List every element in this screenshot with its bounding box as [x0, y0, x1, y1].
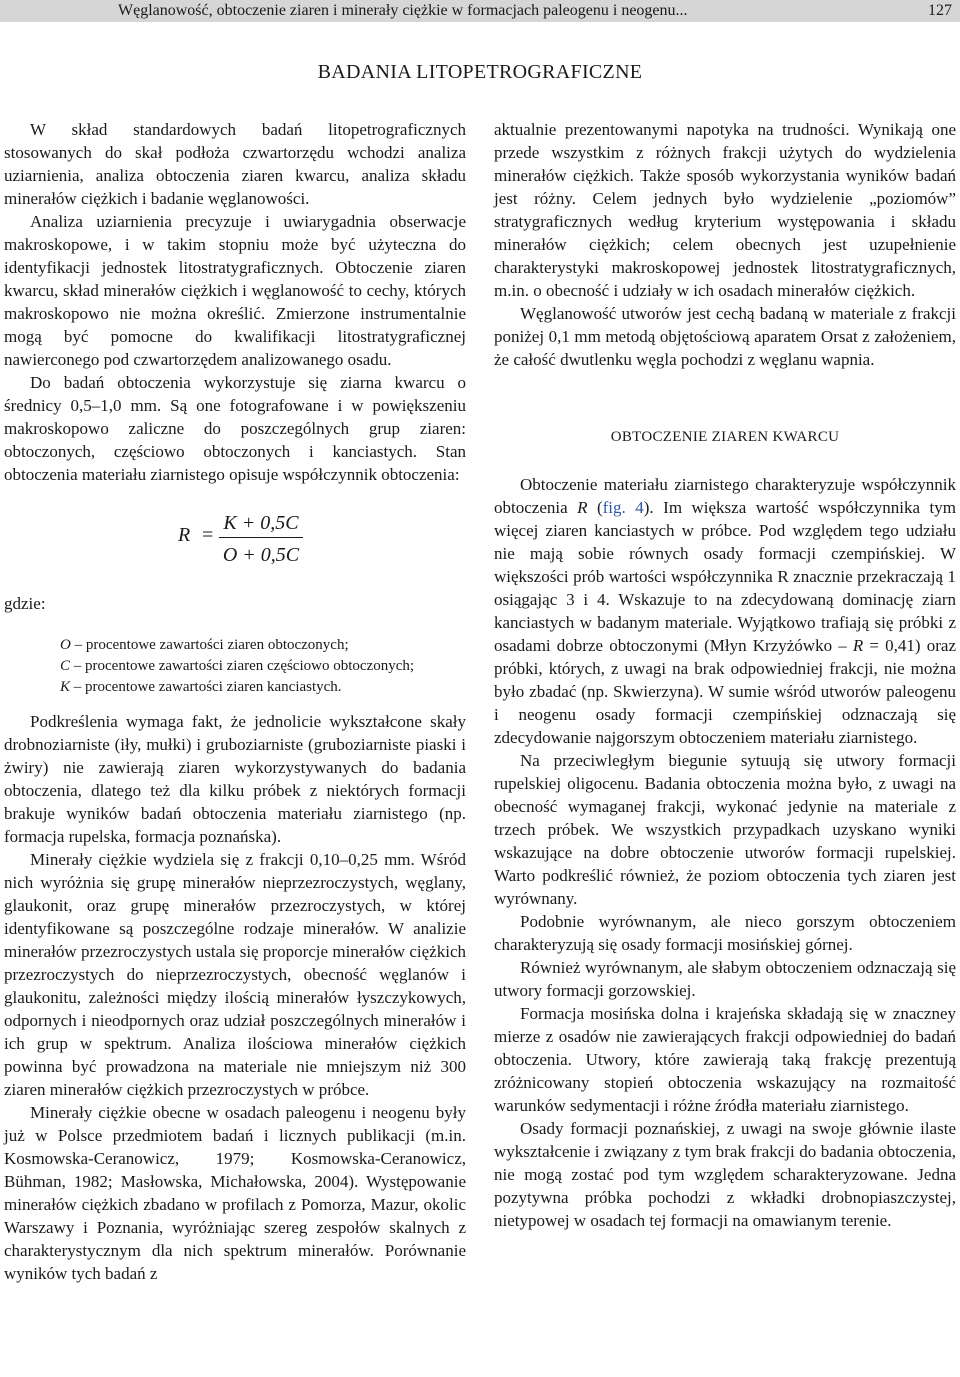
- paragraph: [494, 473, 956, 749]
- legend-symbol: C: [60, 658, 71, 674]
- paragraph: Podobnie wyrównanym, ale nieco gorszym obtoczeniem charakteryzują się osady formacji mosińskiej górnej.: [494, 912, 956, 954]
- subsection-title: OBTOCZENIE ZIAREN KWARCU: [610, 429, 840, 445]
- left-column: [4, 118, 466, 1285]
- text-run: (: [587, 498, 603, 517]
- text-run: Obtoczenie materiału ziarnistego charakteryzuje współczynnik obtoczenia: [494, 475, 956, 517]
- formula-denominator: O + 0,5C: [222, 544, 300, 566]
- legend-item: [60, 677, 466, 698]
- page-number: 127: [928, 2, 952, 19]
- running-title: Węglanowość, obtoczenie ziaren i minerały ciężkie w formacjach paleogenu i neogenu...: [118, 2, 688, 19]
- running-header: [0, 0, 960, 22]
- legend-text: – procentowe zawartości ziaren kanciastych.: [70, 679, 342, 695]
- section-title: BADANIA LITOPETROGRAFICZNE: [317, 61, 643, 83]
- formula-equals: =: [202, 524, 214, 546]
- where-label: gdzie:: [4, 594, 46, 613]
- paragraph: Do badań obtoczenia wykorzystuje się ziarna kwarcu o średnicy 0,5–1,0 mm. Są one fotografowane i w powiększeniu makroskopowo zaliczne do poszczególnych grup ziaren: obtoczonych, częściowo obtoczonych i kanciastych. Stan obtoczenia materiału ziarnistego opisuje współczynnik obtoczenia:: [4, 373, 466, 484]
- paragraph: Analiza uziarnienia precyzuje i uwiarygadnia obserwacje makroskopowe, i w takim stopniu może być użyteczna do identyfikacji jednostek litostratygraficznych. Obtoczenie ziaren kwarcu, skład minerałów ciężkich i węglanowość to cechy, których makroskopowo nie można określić. Zmierzone instrumentalnie mogą być pomocne do kwalifikacji litostratygraficznej nawierconego pod czwartorzędem analizowanego osadu.: [4, 212, 466, 369]
- roundness-formula: [4, 488, 466, 580]
- paragraph: Węglanowość utworów jest cechą badaną w materiale z frakcji poniżej 0,1 mm metodą objętościową aparatem Orsat z założeniem, że całość dwutlenku węgla pochodzi z węglanu wapnia.: [494, 304, 956, 369]
- text-run: ). Im większa wartość współczynnika tym więcej ziaren kanciastych w próbce. Pod względem tego udziału nie mają sobie równych osady formacji czempińskiej. W większości prób wartości współczynnika R znacznie przekraczają 1 osiągając 3 i 4. Wskazuje to na zdecydowaną dominację ziarn kanciastych w badanym materiale. Wyjątkowo trafiają się próbki z osadami dobrze obtoczonymi (Młyn Krzyżówko –: [494, 498, 956, 655]
- paragraph: W skład standardowych badań litopetrograficznych stosowanych do skał podłoża czwartorzędu wchodzi analiza uziarnienia, analiza obtoczenia ziaren kwarcu, analiza składu minerałów ciężkich i badanie węglanowości.: [4, 120, 466, 208]
- formula-lhs: R: [178, 524, 191, 546]
- paragraph: Osady formacji poznańskiej, z uwagi na swoje głównie ilaste wykształcenie i związany z tym brak frakcji do badania obtoczenia, nie mogą zostać pod tym względem scharakteryzowane. Jedna pozytywna próbka pochodzi z wkładki drobnopiaszczystej, nietypowej w osadach tej formacji na omawianym terenie.: [494, 1119, 956, 1230]
- legend-item: [60, 656, 466, 677]
- formula-numerator: K + 0,5C: [223, 512, 299, 534]
- legend-text: – procentowe zawartości ziaren częściowo obtoczonych;: [70, 658, 415, 674]
- formula-legend: [60, 635, 466, 698]
- fraction-bar: [219, 537, 303, 538]
- paragraph: Również wyrównanym, ale słabym obtoczeniem odznaczają się utwory formacji gorzowskiej.: [494, 958, 956, 1000]
- paragraph: Minerały ciężkie wydziela się z frakcji 0,10–0,25 mm. Wśród nich wyróżnia się grupę minerałów nieprzezroczystych, węglany, glaukonit, oraz grupę minerałów przezroczystych, w której identyfikowane są poszczególne rodzaje minerałów. W analizie minerałów przezroczystych ustala się proporcje minerałów ciężkich przezroczystych do nieprzezroczystych, obecność węglanów i glaukonitu, zależności między ilością minerałów łyszczykowych, odpornych i nieodpornych oraz udział poszczególnych minerałów i ich grup w spektrum. Analiza ilościowa minerałów ciężkich powinna być prowadzona na materiale nie mniejszym niż 300 ziaren minerałów ciężkich przezroczystych w próbce.: [4, 850, 466, 1099]
- paragraph: Minerały ciężkie obecne w osadach paleogenu i neogenu były już w Polsce przedmiotem badań i licznych publikacji (m.in. Kosmowska-Ceranowicz, 1979; Kosmowska-Ceranowicz, Bühman, 1982; Masłowska, Michałowska, 2004). Występowanie minerałów ciężkich zbadano w profilach z Pomorza, Mazur, okolic Warszawy i Poznania, wyróżniając szereg zespołów skalnych z charakterystycznym dla nich spektrum minerałów. Porównanie wyników tych badań z: [4, 1103, 466, 1283]
- legend-symbol: K: [60, 679, 71, 695]
- paragraph: aktualnie prezentowanymi napotyka na trudności. Wynikają one przede wszystkim z różnych frakcji użytych do wydzielenia minerałów ciężkich. Także sposób wykorzystania wyników badań jest różny. Celem jednych było wydzielenie „poziomów” stratygraficznych według kryterium występowania i składu minerałów ciężkich; celem obecnych jest uzupełnienie charakterystyki makroskopowej jednostek litostratygraficznych, m.in. o obecność i udziały w ich osadach minerałów ciężkich.: [494, 120, 956, 300]
- paragraph: Podkreślenia wymaga fakt, że jednolicie wykształcone skały drobnoziarniste (iły, mułki) i gruboziarniste (gruboziarniste piaski i żwiry) nie zawierają ziaren wykorzystywanych do badania obtoczenia, dlatego też dla kilku próbek z niektórych formacji brakuje wyników badań obtoczenia materiału ziarnistego (np. formacja rupelska, formacja poznańska).: [4, 712, 466, 846]
- legend-text: – procentowe zawartości ziaren obtoczonych;: [70, 637, 349, 653]
- legend-item: [60, 635, 466, 656]
- symbol-r: R: [852, 636, 864, 655]
- paragraph: Formacja mosińska dolna i krajeńska składają się w znaczney mierze z osadów nie zawierających frakcji odpowiedniej do badań obtoczenia. Utwory, które zawierają taką frakcję prezentują zróżnicowany stopień obtoczenia wskazujący na rozmaitość warunków sedymentacji i różne źródła materiału ziarnistego.: [494, 1004, 956, 1115]
- text-run: = 0,41) oraz próbki, których, z uwagi na brak odpowiedniej frakcji, nie można było zbadać (np. Skwierzyna). W sumie wśród utworów paleogenu i neogenu osady formacji czempińskiej odznaczają się zdecydowanie najgorszym obtoczeniem materiału ziarnistego.: [494, 636, 956, 747]
- right-column: [494, 118, 956, 1232]
- paragraph: Na przeciwległym biegunie sytuują się utwory formacji rupelskiej oligocenu. Badania obtoczenia można było, z uwagi na obecność wymaganej frakcji, wykonać jedynie na materiale z trzech próbek. We wszystkich przypadkach uzyskano wyniki wskazujące na dobre obtoczenie utworów formacji rupelskiej. Warto podkreślić również, że poziom obtoczenia tych ziaren jest wyrównany.: [494, 751, 956, 908]
- symbol-r: R: [577, 498, 588, 517]
- legend-symbol: O: [60, 637, 71, 653]
- figure-link[interactable]: fig. 4: [602, 498, 644, 517]
